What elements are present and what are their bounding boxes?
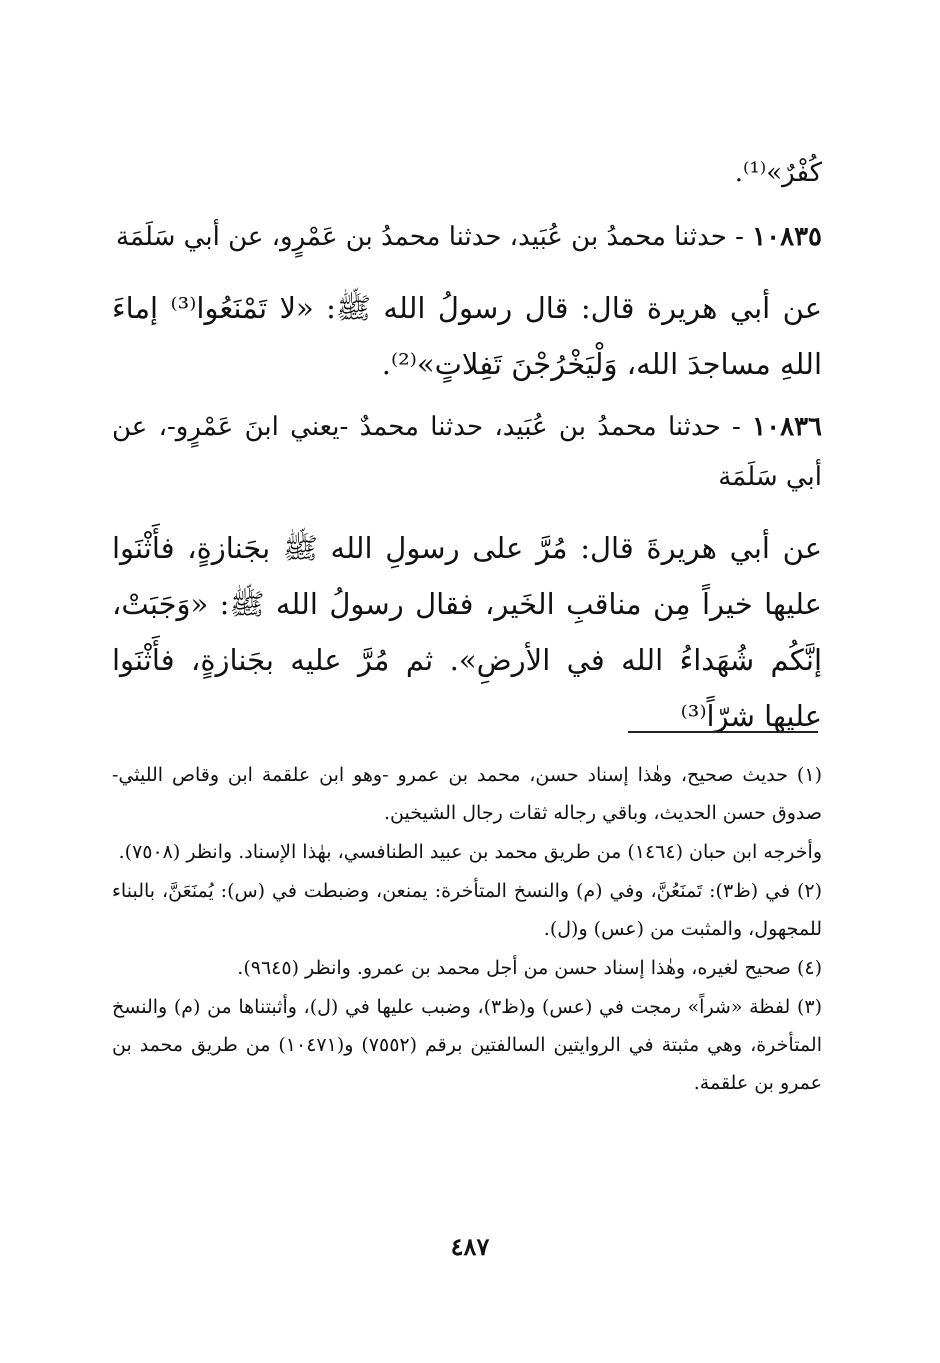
footnote-separator xyxy=(628,731,818,733)
hadith-10835-matn: عن أبي هريرة قال: قال رسولُ الله ﷺ: «لا تَمْنَعُوا⁽³⁾ إماءَ اللهِ مساجدَ الله، وَلْيَخْرُجْنَ تَفِلاتٍ»⁽²⁾. xyxy=(112,291,823,381)
hadith-number: ١٠٨٣٥ xyxy=(752,222,822,252)
page-number: ٤٨٧ xyxy=(450,1232,490,1261)
isnad-text: - حدثنا محمدُ بن عُبَيد، حدثنا محمدٌ -يعني ابنَ عَمْرٍو-، عن أبي سَلَمَة xyxy=(112,412,822,492)
footnotes xyxy=(112,756,822,1103)
isnad-text: - حدثنا محمدُ بن عُبَيد، حدثنا محمدُ بن عَمْرٍو، عن أبي سَلَمَة xyxy=(116,222,753,252)
hadith-10836-isnad xyxy=(112,402,822,502)
footnote-3: (٣) لفظة «شراً» رمجت في (عس) و(ظ٣)، وضبب عليها في (ل)، وأثبتناها من (م) والنسخ المتأخرة، وهي مثبتة في الروايتين السالفتين برقم (٧٥٥٢) و(١٠٤٧١) من طريق محمد بن عمرو بن علقمة. xyxy=(112,996,822,1094)
footnote-1: (١) حديث صحيح، وهٰذا إسناد حسن، محمد بن عمرو -وهو ابن علقمة ابن وقاص الليثي- صدوق حسن الحديث، وباقي رجاله ثقات رجال الشيخين. xyxy=(112,764,822,824)
hadith-10835-isnad xyxy=(112,212,822,262)
footnote-4: (٤) صحيح لغيره، وهٰذا إسناد حسن من أجل محمد بن عمرو. وانظر (٩٦٤٥). xyxy=(237,957,822,979)
main-text xyxy=(112,148,822,744)
footnote-1-continued: وأخرجه ابن حبان (١٤٦٤) من طريق محمد بن عبيد الطنافسي، بهٰذا الإسناد. وانظر (٧٥٠٨). xyxy=(118,841,822,863)
hadith-number: ١٠٨٣٦ xyxy=(752,412,822,442)
previous-hadith-ending: كُفْرٌ»⁽¹⁾. xyxy=(734,158,822,188)
footnote-2: (٢) في (ظ٣): تَمنَعُنَّ، وفي (م) والنسخ المتأخرة: يمنعن، وضبطت في (س): يُمنَعَنَّ، بالبناء للمجهول، والمثبت من (عس) و(ل). xyxy=(112,880,823,940)
hadith-10836-matn: عن أبي هريرةَ قال: مُرَّ على رسولِ الله ﷺ بجَنازةٍ، فأَثْنَوا عليها خيراً مِن مناقبِ الخَير، فقال رسولُ الله ﷺ: «وَجَبَتْ، إنَّكُم شُهَداءُ الله في الأرضِ». ثم مُرَّ عليه بجَنازةٍ، فأَثْنَوا عليها شرّاً⁽³⁾ xyxy=(112,531,822,733)
